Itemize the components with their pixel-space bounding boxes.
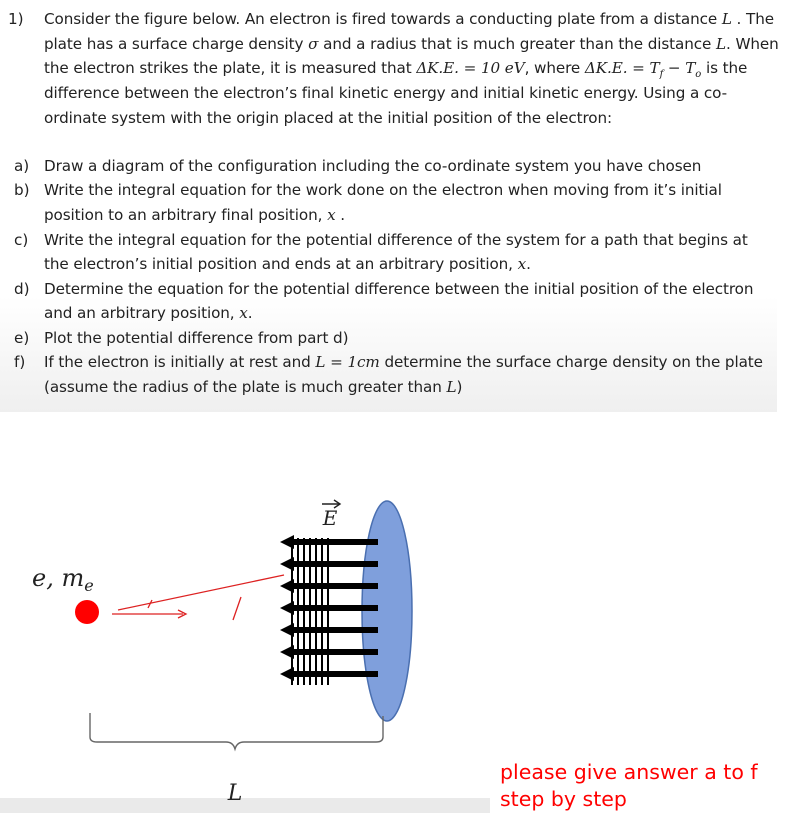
text-segment: Plot the potential difference from part d) [44,329,349,347]
intro-line [44,9,774,29]
math-expression: ΔK.E. = $T_f - T_o$ [584,59,702,81]
part-label: b) [14,181,30,199]
part-line [44,303,252,323]
part-line [44,254,531,274]
field-label: E [322,506,338,530]
part-label: f) [14,353,26,371]
math-expression: ΔK.E. = 10 eV [416,59,525,77]
text-segment: Draw a diagram of the configuration including the co-ordinate system you have chosen [44,157,702,175]
math-expression: x [327,206,336,224]
math-expression: L [715,35,726,53]
distance-label: L [227,781,243,806]
text-segment: , where [524,59,585,77]
text-segment: . The [731,10,774,28]
part-label: d) [14,280,30,298]
electron [75,600,99,624]
text-segment: . When [725,35,779,53]
text-segment: difference between the electron’s final kinetic energy and initial kinetic energy. Using a co- [44,84,728,102]
text-segment: Consider the figure below. An electron is fired towards a conducting plate from a distance [44,10,722,28]
electron-label: e, $m_e$ [32,564,94,595]
text-segment: . [526,255,531,273]
text-segment: and an arbitrary position, [44,304,240,322]
math-expression: x [239,304,248,322]
intro-line [44,108,612,128]
text-segment: is the [701,59,748,77]
part-line [44,180,722,200]
text-segment: If the electron is initially at rest and [44,353,316,371]
math-expression: x [517,255,527,273]
part-label: c) [14,231,29,249]
text-segment: determine the surface charge density on the plate [379,353,763,371]
problem-statement-panel [0,0,777,412]
math-expression: L [446,378,457,396]
text-segment: . [247,304,253,322]
text-segment: ) [456,378,463,396]
part-line [44,377,462,397]
question-number: 1) [8,10,24,28]
figure-background [0,450,490,813]
student-request-note: please give answer a to f step by step [500,760,758,811]
text-segment: Determine the equation for the potential difference between the initial position of the electron [44,280,754,298]
text-segment: and a radius that is much greater than the distance [318,35,716,53]
math-expression: L = 1cm [315,353,380,371]
figure-electron-plate [0,450,490,813]
part-label: a) [14,157,30,175]
text-segment: (assume the radius of the plate is much greater than [44,378,447,396]
intro-line [44,58,747,85]
part-line [44,328,348,348]
text-segment: plate has a surface charge density [44,35,309,53]
text-segment: Write the integral equation for the work done on the electron when moving from it’s initial [44,181,722,199]
math-expression: L [721,10,732,28]
text-segment: . [335,206,345,224]
text-segment: the electron’s initial position and ends at an arbitrary position, [44,255,518,273]
text-segment: position to an arbitrary final position, [44,206,328,224]
field-crossing-lines [292,538,328,685]
text-segment: the electron strikes the plate, it is measured that [44,59,417,77]
part-line [44,279,753,299]
part-line [44,230,748,250]
intro-line [44,34,779,54]
part-line [44,352,763,372]
text-segment: Write the integral equation for the potential difference of the system for a path that begins at [44,231,748,249]
figure-bottom-strip [0,798,490,813]
diagram-svg [0,450,490,813]
part-label: e) [14,329,30,347]
part-line [44,156,701,176]
math-expression: σ [308,35,319,53]
part-line [44,205,345,225]
intro-line [44,83,727,103]
text-segment: ordinate system with the origin placed at the initial position of the electron: [44,109,613,127]
